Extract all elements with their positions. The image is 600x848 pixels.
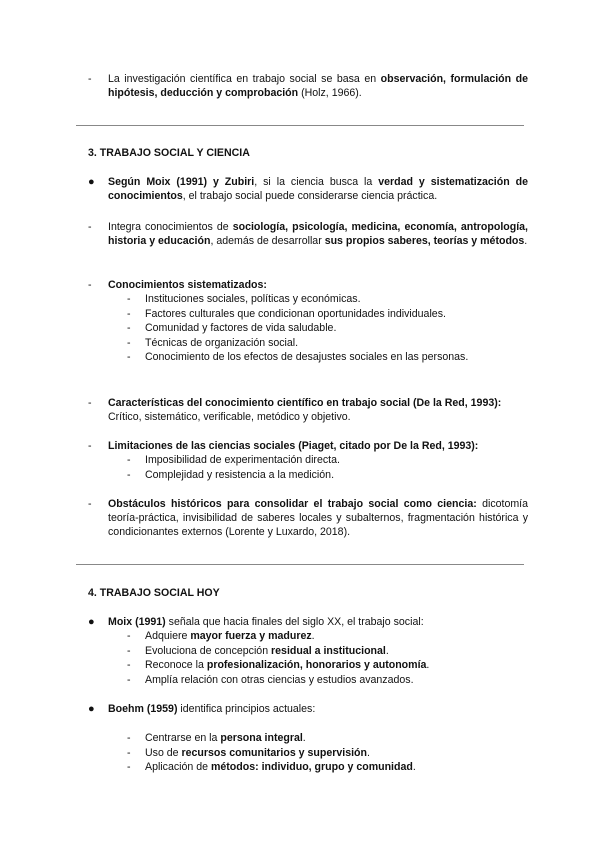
list-dash: -	[88, 221, 92, 233]
caracteristicas-title: Características del conocimiento científico en trabajo social (De la Red, 1993):	[108, 397, 502, 409]
text-run: dicotomía teoría-práctica, invisibilidad de saberes locales y subalternos, fragmentación histórica y condicionantes externos (Lorente y Luxardo, 2018).	[108, 498, 529, 538]
sub-list-dash: -	[127, 454, 131, 466]
bold-text: observación, formulación de hipótesis, deducción y comprobación	[108, 73, 529, 99]
sub-list-dash: -	[127, 468, 131, 481]
conocimientos-title: Conocimientos sistematizados:	[108, 279, 267, 291]
bold-text: recursos comunitarios y supervisión	[181, 746, 367, 759]
bold-text: verdad y sistematización de conocimientos	[108, 176, 528, 202]
text-run: Uso de	[145, 746, 182, 759]
text-run: .	[412, 761, 416, 773]
text-run: Centrarse en la	[145, 732, 221, 744]
bold-text: mayor fuerza y madurez	[190, 630, 312, 642]
text-run: Integra conocimientos de	[108, 221, 233, 233]
text-run: (Holz, 1966).	[298, 87, 362, 99]
obstaculos-paragraph	[108, 497, 528, 539]
list-dash: -	[88, 73, 92, 85]
bold-text: Según Moix (1991) y Zubiri	[108, 176, 255, 188]
sub-list-dash: -	[127, 644, 131, 657]
text-run: .	[311, 630, 315, 642]
sub-list-dash: -	[127, 322, 131, 334]
sub-list-item: Instituciones sociales, políticas y económicas.	[145, 293, 361, 305]
list-dash: -	[88, 279, 92, 291]
bullet-marker: ●	[88, 616, 95, 628]
text-run: .	[302, 732, 306, 744]
sub-list-dash: -	[127, 351, 131, 363]
text-run: .	[366, 746, 370, 759]
sub-list-dash: -	[127, 732, 131, 744]
sub-list-dash: -	[127, 293, 131, 305]
section-divider	[76, 564, 524, 565]
text-run: , el trabajo social puede considerarse ciencia práctica.	[182, 190, 438, 202]
sub-list-item: Conocimiento de los efectos de desajustes sociales en las personas.	[145, 351, 469, 363]
bold-text: Boehm (1959)	[108, 703, 178, 715]
sub-list-dash: -	[127, 630, 131, 642]
section-4-heading: 4. TRABAJO SOCIAL HOY	[88, 587, 220, 599]
sub-list-dash: -	[127, 746, 131, 759]
text-run: La investigación científica en trabajo social se basa en	[108, 73, 381, 85]
caracteristicas-text: Crítico, sistemático, verificable, metódico y objetivo.	[108, 411, 351, 423]
bold-text: sociología, psicología, medicina, economía, antropología, historia y educación	[108, 221, 529, 247]
sub-list-dash: -	[127, 659, 131, 671]
integra-paragraph	[108, 220, 528, 248]
sub-list-item: Técnicas de organización social.	[145, 336, 299, 349]
sub-list-item: Factores culturales que condicionan oportunidades individuales.	[145, 307, 446, 320]
list-dash: -	[88, 498, 92, 510]
text-run: señala que hacia finales del siglo XX, el trabajo social:	[165, 616, 424, 628]
sub-list-dash: -	[127, 307, 131, 320]
intro-paragraph	[108, 72, 528, 100]
sub-list-item: Complejidad y resistencia a la medición.	[145, 468, 335, 481]
sub-list-item	[145, 658, 525, 672]
bold-text: persona integral	[220, 732, 303, 744]
bullet-marker: ●	[88, 703, 95, 715]
bullet-marker: ●	[88, 176, 95, 188]
text-run: Evoluciona de concepción	[145, 644, 272, 657]
bold-text: residual a institucional	[271, 644, 386, 657]
sub-list-item	[145, 673, 525, 687]
text-run: .	[385, 644, 389, 657]
bold-text: sus propios saberes, teorías y métodos	[324, 235, 525, 247]
moix-paragraph	[108, 615, 528, 629]
list-dash: -	[88, 440, 92, 452]
limitaciones-title: Limitaciones de las ciencias sociales (Piaget, citado por De la Red, 1993):	[108, 440, 479, 452]
bold-text: métodos: individuo, grupo y comunidad	[210, 761, 413, 773]
sub-list-item: Imposibilidad de experimentación directa.	[145, 454, 340, 466]
sub-list-item	[145, 760, 525, 774]
text-run: , además de desarrollar	[210, 235, 325, 247]
text-run: Reconoce la	[145, 659, 207, 671]
sub-list-item: Comunidad y factores de vida saludable.	[145, 322, 337, 334]
sub-list-dash: -	[127, 761, 131, 773]
bold-text: Obstáculos históricos para consolidar el trabajo social como ciencia:	[108, 498, 477, 510]
sub-list-dash: -	[127, 673, 131, 686]
sub-list-dash: -	[127, 336, 131, 349]
text-run: .	[524, 235, 528, 247]
bold-text: Moix (1991)	[108, 616, 166, 628]
section-divider	[76, 125, 524, 126]
text-run: identifica principios actuales:	[177, 703, 316, 715]
sub-list-item	[145, 629, 525, 643]
text-run: Adquiere	[145, 630, 191, 642]
text-run: , si la ciencia busca la	[254, 176, 379, 188]
moix-zubiri-paragraph	[108, 175, 528, 203]
bold-text: profesionalización, honorarios y autonomía	[206, 659, 427, 671]
text-run: .	[426, 659, 430, 671]
sub-list-item	[145, 746, 525, 760]
section-3-heading: 3. TRABAJO SOCIAL Y CIENCIA	[88, 147, 250, 159]
list-dash: -	[88, 397, 92, 409]
sub-list-item	[145, 644, 525, 658]
boehm-paragraph	[108, 702, 528, 716]
text-run: Aplicación de	[145, 761, 211, 773]
text-run: Amplía relación con otras ciencias y estudios avanzados.	[145, 673, 414, 686]
sub-list-item	[145, 731, 525, 745]
